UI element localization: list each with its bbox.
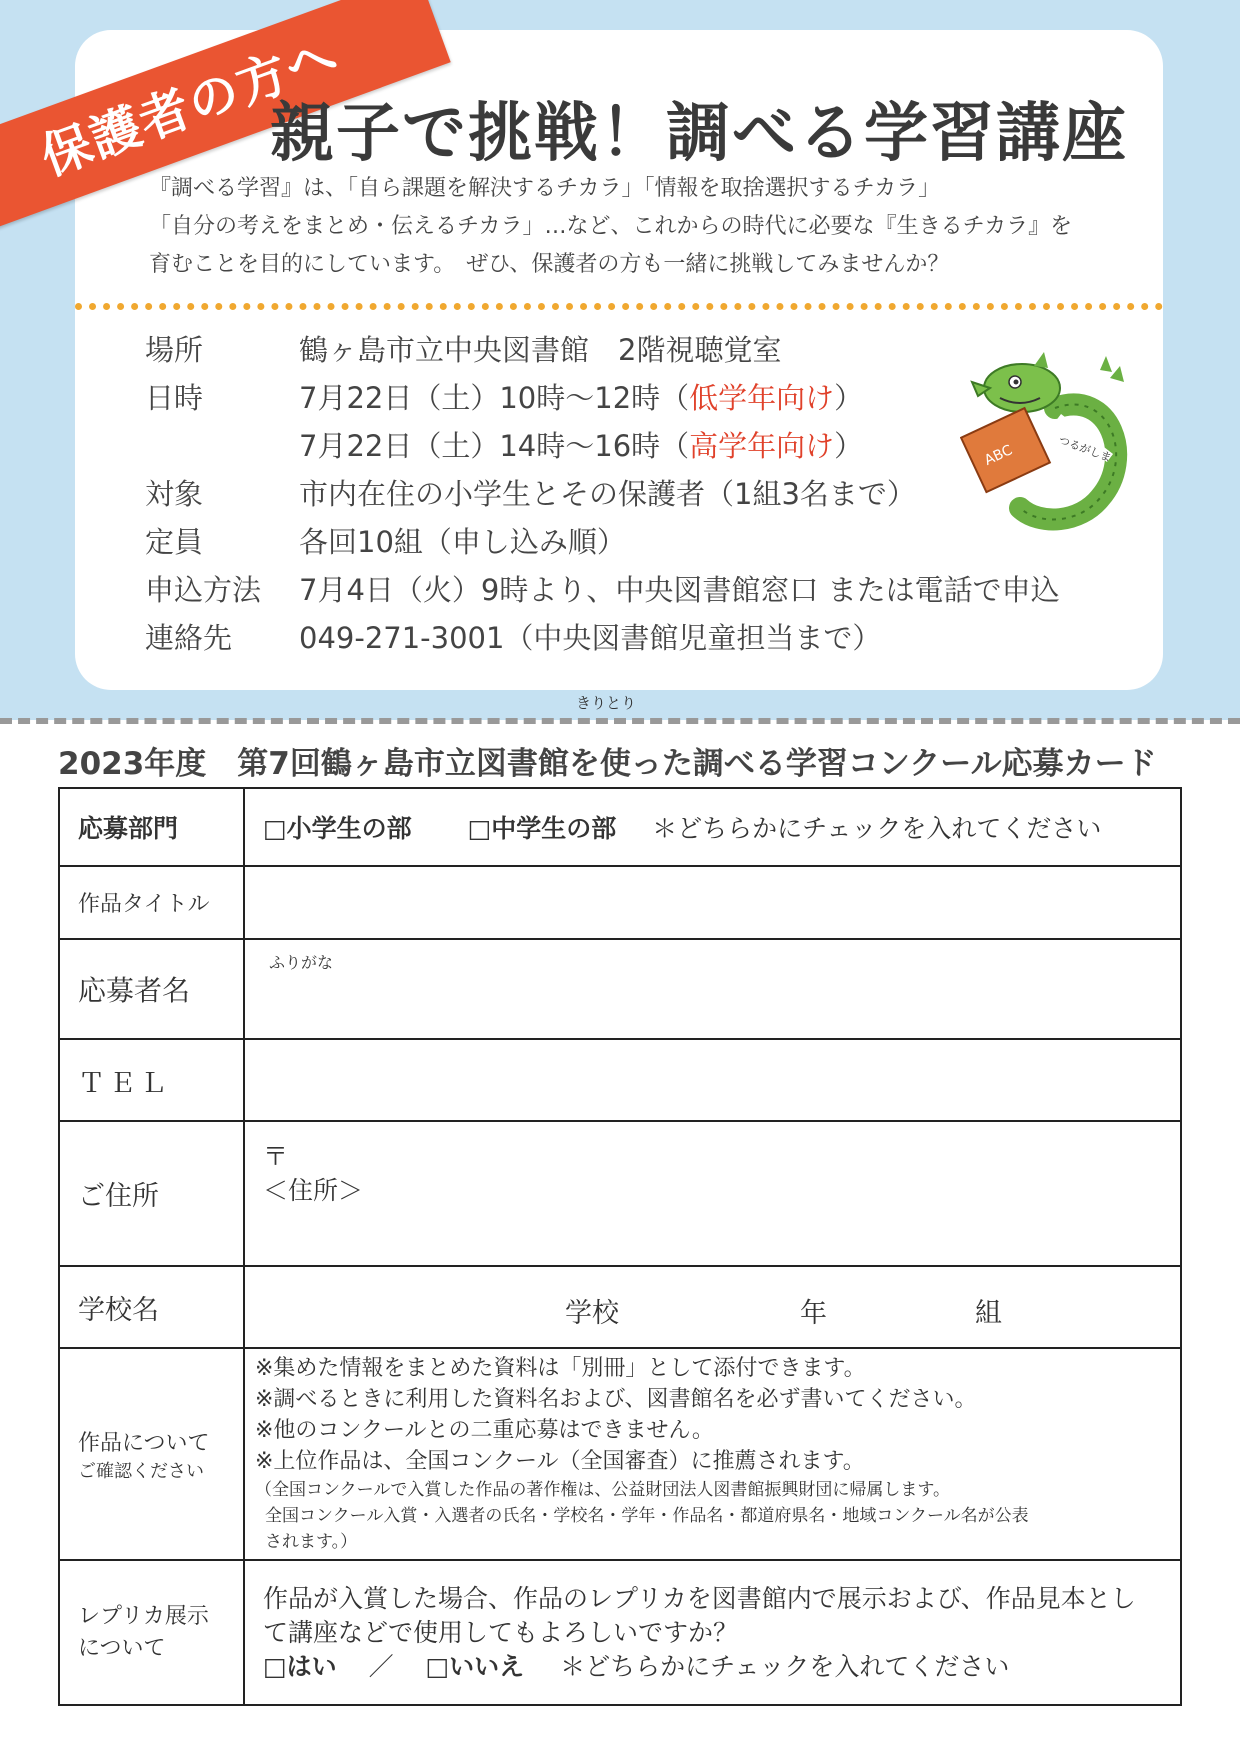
info-value <box>299 422 863 470</box>
about-label-sub: ご確認ください <box>78 1460 204 1482</box>
form-row-about <box>59 1348 1181 1560</box>
name-label: 応募者名 <box>59 939 244 1039</box>
school-field[interactable] <box>244 1266 1181 1348</box>
school-label: 学校名 <box>59 1266 244 1348</box>
ribbon-banner: 保護者の方へ <box>0 0 451 240</box>
info-label: 連絡先 <box>145 621 233 655</box>
address-field[interactable] <box>244 1121 1181 1266</box>
form-row-name <box>59 939 1181 1039</box>
form-row-replica <box>59 1560 1181 1705</box>
form-row-address <box>59 1121 1181 1266</box>
info-label: 定員 <box>145 525 204 559</box>
replica-question: 作品が入賞した場合、作品のレプリカを図書館内で展示および、作品見本とし <box>263 1583 1136 1613</box>
about-line: ※集めた情報をまとめた資料は「別冊」として添付できます。 <box>255 1356 866 1381</box>
about-notes <box>244 1348 1181 1560</box>
replica-question: て講座などで使用してもよろしいですか？ <box>263 1617 739 1647</box>
replica-yes-checkbox[interactable]: □はい <box>263 1651 337 1681</box>
intro-line: 『調べる学習』は、「自ら課題を解決するチカラ」「情報を取捨選択するチカラ」 <box>149 176 941 201</box>
cut-label: きりとり <box>576 694 637 712</box>
info-value: 7月4日（火）9時より、中央図書館窓口 または電話で申込 <box>299 573 1060 607</box>
audience-highlight: 高学年向け <box>689 429 835 463</box>
info-label: 申込方法 <box>145 573 262 607</box>
tel-label: ＴＥＬ <box>59 1039 244 1121</box>
about-label-main: 作品について <box>78 1430 210 1456</box>
audience-highlight: 低学年向け <box>689 381 835 415</box>
work-title-field[interactable] <box>244 866 1181 939</box>
info-value: 鶴ヶ島市立中央図書館 2階視聴覚室 <box>299 333 782 367</box>
form-row-tel <box>59 1039 1181 1121</box>
address-placeholder: ＜住所＞ <box>263 1176 364 1205</box>
replica-label <box>59 1560 244 1705</box>
name-field[interactable] <box>244 939 1181 1039</box>
grade-suffix: 年 <box>800 1298 827 1329</box>
form-row-category <box>59 788 1181 866</box>
page-title: 親子で挑戦！調べる学習講座 <box>270 97 1128 171</box>
form-row-school <box>59 1266 1181 1348</box>
mascot-book-text: ABC <box>982 442 1015 469</box>
category-field <box>244 788 1181 866</box>
intro-text <box>149 170 1149 284</box>
about-small-note: されます。） <box>265 1532 358 1552</box>
category-label: 応募部門 <box>59 788 244 866</box>
info-label-empty <box>145 422 299 470</box>
replica-label-line: レプリカ展示 <box>78 1603 209 1629</box>
category-note: ＊どちらかにチェックを入れてください <box>652 814 1102 843</box>
about-small-note: （全国コンクールで入賞した作品の著作権は、公益財団法人図書館振興財団に帰属します。 <box>255 1480 950 1500</box>
school-suffix: 学校 <box>565 1298 619 1329</box>
furigana-label: ふりがな <box>269 953 334 972</box>
info-value: 市内在住の小学生とその保護者（1組3名まで） <box>299 477 916 511</box>
info-value: 各回10組（申し込み順） <box>299 525 626 559</box>
form-title: 2023年度 第7回鶴ヶ島市立図書館を使った調べる学習コンクール応募カード <box>58 746 1157 782</box>
cut-line <box>0 718 1240 724</box>
info-label: 日時 <box>145 381 204 415</box>
date-text: 7月22日（土）10時～12時（ <box>299 381 690 415</box>
info-value <box>299 374 863 422</box>
work-title-label: 作品タイトル <box>59 866 244 939</box>
about-small-note: 全国コンクール入賞・入選者の氏名・学校名・学年・作品名・都道府県名・地域コンクール名が公表 <box>265 1506 1029 1526</box>
about-line: ※調べるときに利用した資料名および、図書館名を必ず書いてください。 <box>255 1387 977 1412</box>
info-row-contact <box>145 614 1145 662</box>
date-text: 7月22日（土）14時～16時（ <box>299 429 690 463</box>
info-value: 049-271-3001（中央図書館児童担当まで） <box>299 621 882 655</box>
dotted-divider <box>75 303 1163 310</box>
intro-line: 「自分の考えをまとめ・伝えるチカラ」…など、これからの時代に必要な『生きるチカラ』を <box>149 214 1073 239</box>
address-label: ご住所 <box>59 1121 244 1266</box>
replica-field <box>244 1560 1181 1705</box>
tel-field[interactable] <box>244 1039 1181 1121</box>
info-row-apply <box>145 566 1145 614</box>
class-suffix: 組 <box>975 1298 1002 1329</box>
dragon-mascot-icon <box>960 348 1130 538</box>
application-form <box>58 787 1182 1706</box>
info-label: 対象 <box>145 477 204 511</box>
category-elementary-checkbox[interactable]: □小学生の部 <box>263 814 412 843</box>
form-row-title <box>59 866 1181 939</box>
date-text: ） <box>834 429 864 463</box>
intro-line: 育むことを目的にしています。 ぜひ、保護者の方も一緒に挑戦してみませんか？ <box>149 252 950 277</box>
about-label <box>59 1348 244 1560</box>
replica-label-line: について <box>78 1635 166 1661</box>
mascot-sash-text: つるがしま <box>1056 433 1114 465</box>
replica-no-checkbox[interactable]: □いいえ <box>425 1651 525 1681</box>
replica-separator: ／ <box>368 1651 394 1681</box>
about-line: ※他のコンクールとの二重応募はできません。 <box>255 1418 714 1443</box>
zip-mark: 〒 <box>263 1142 289 1171</box>
category-junior-checkbox[interactable]: □中学生の部 <box>467 814 617 843</box>
about-line: ※上位作品は、全国コンクール（全国審査）に推薦されます。 <box>255 1449 865 1474</box>
replica-note: ＊どちらかにチェックを入れてください <box>560 1651 1010 1681</box>
info-label: 場所 <box>145 333 204 367</box>
date-text: ） <box>834 381 864 415</box>
